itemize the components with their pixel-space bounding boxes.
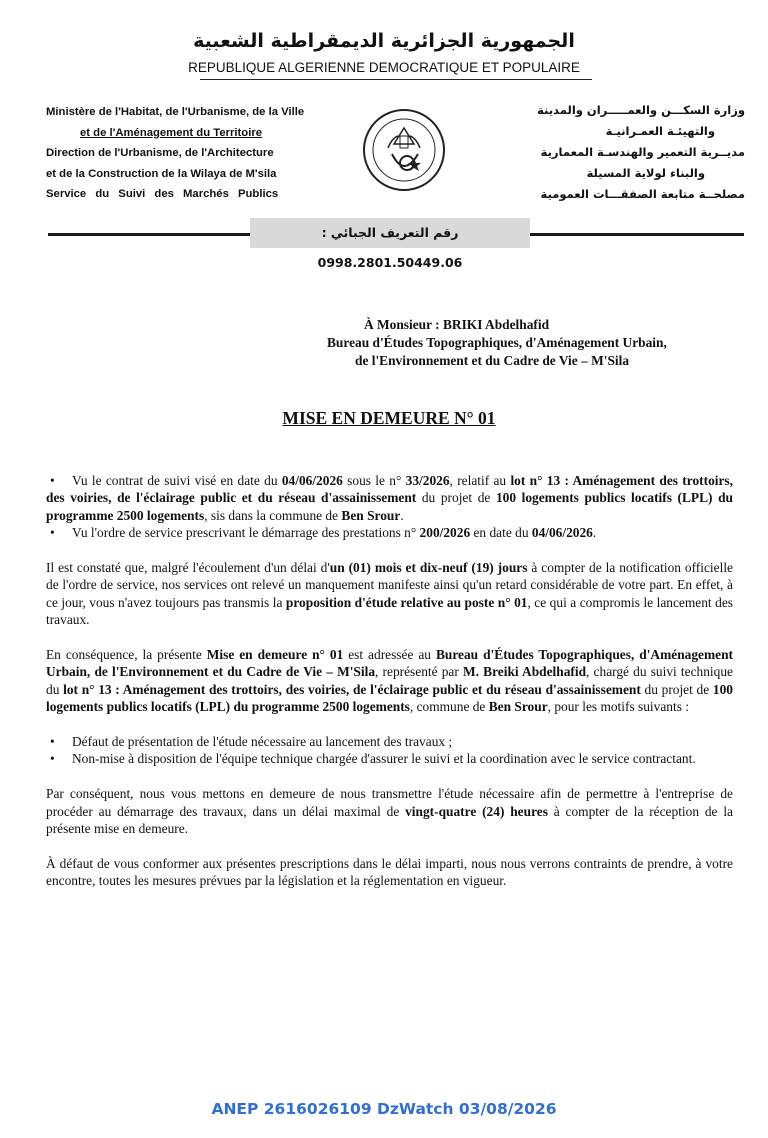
letter-body [46, 472, 733, 890]
ministry-line-ar: مصلحــة متابعة الصفقـــات العمومية [540, 187, 745, 201]
ministry-block-french [46, 102, 346, 205]
ministry-line-ar: وزارة السكـــن والعمـــــران والمدينة [537, 103, 745, 117]
bullet-contract: • Vu le contrat de suivi visé en date du 04/06/2026 sous le n° 33/2026, relatif au lot n° 13 : Aménagement des trottoirs, des voiries, de l'éclairage public et du réseau d'assainissement du projet de 100 logements publics locatifs (LPL) du programme 2500 logements, sis dans la commune de Ben Srour. [46, 473, 733, 523]
bullet-service-order: • Vu l'ordre de service prescrivant le démarrage des prestations n° 200/2026 en date du 04/06/2026. [50, 525, 597, 541]
bullet-motive-study: • Défaut de présentation de l'étude nécessaire au lancement des travaux ; [50, 734, 453, 750]
ministry-line-ar: والبناء لولاية المسيلة [586, 166, 705, 180]
bullet-motive-team: • Non-mise à disposition de l'équipe technique chargée d'assurer le suivi et la coordination avec le service contractant. [50, 751, 696, 767]
ministry-line: Service du Suivi des Marchés Publics [46, 188, 279, 200]
paragraph-warning: À défaut de vous conformer aux présentes prescriptions dans le délai imparti, nous nous verrons contraints de prendre, à votre encontre, toutes les mesures prévues par la législation et la réglementation en vigueur. [46, 855, 733, 889]
ministry-line: Ministère de l'Habitat, de l'Urbanisme, de la Ville [46, 106, 305, 118]
addressee-name: À Monsieur : BRIKI Abdelhafid [364, 317, 550, 332]
nif-rule-right [530, 233, 744, 236]
tax-id-box: رقم التعريف الجبائي : 0998.2801.50449.06 [250, 218, 530, 248]
addressee-office-cont: de l'Environnement et du Cadre de Vie – M'Sila [355, 353, 630, 368]
ministry-line: et de l'Aménagement du Territoire [80, 126, 263, 139]
ministry-block-arabic [480, 100, 745, 205]
state-emblem-icon [362, 108, 446, 192]
french-republic-title: REPUBLIQUE ALGERIENNE DEMOCRATIQUE ET POPULAIRE [188, 60, 580, 75]
paragraph-consequence: En conséquence, la présente Mise en demeure n° 01 est adressée au Bureau d'Études Topographiques, d'Aménagement Urbain, de l'Environnement et du Cadre de Vie – M'Sila, représenté par M. Breiki Abdelhafid, chargé du suivi technique du lot n° 13 : Aménagement des trottoirs, des voiries, de l'éclairage public et du réseau d'assainissement du projet de 100 logements publics locatifs (LPL) du programme 2500 logements, commune de Ben Srour, pour les motifs suivants : [46, 647, 733, 715]
paragraph-finding: Il est constaté que, malgré l'écoulement d'un délai d'un (01) mois et dix-neuf (19) jours à compter de la notification officielle de l'ordre de service, nos services ont relevé un manquement manifeste ainsi qu'un retard considérable de votre part. En effet, à ce jour, vous n'avez toujours pas transmis la proposition d'étude relative au poste n° 01, ce qui a compromis le lancement des travaux. [46, 560, 733, 628]
arabic-republic-title: الجمهورية الجزائرية الديمقراطية الشعبية [193, 30, 575, 52]
ministry-line: Direction de l'Urbanisme, de l'Architecture [46, 147, 274, 159]
ministry-line: et de la Construction de la Wilaya de M'sila [46, 167, 277, 180]
publication-reference: ANEP 2616026109 DzWatch 03/08/2026 [211, 1100, 557, 1118]
header-divider [200, 79, 592, 80]
ministry-line-ar: والتهيئـة العمـرانيـة [605, 124, 715, 138]
nif-rule-left [48, 233, 250, 236]
ministry-line-ar: مديــرية التعمير والهندسـة المعمارية [540, 145, 745, 159]
paragraph-demand: Par conséquent, nous vous mettons en demeure de nous transmettre l'étude nécessaire afin de permettre à l'entreprise de procéder au démarrage des travaux, dans un délai maximal de vingt-quatre (24) heures à compter de la réception de la présente mise en demeure. [46, 786, 733, 837]
addressee-office: Bureau d'Études Topographiques, d'Aménagement Urbain, [327, 335, 667, 350]
document-title: MISE EN DEMEURE N° 01 [282, 408, 496, 428]
